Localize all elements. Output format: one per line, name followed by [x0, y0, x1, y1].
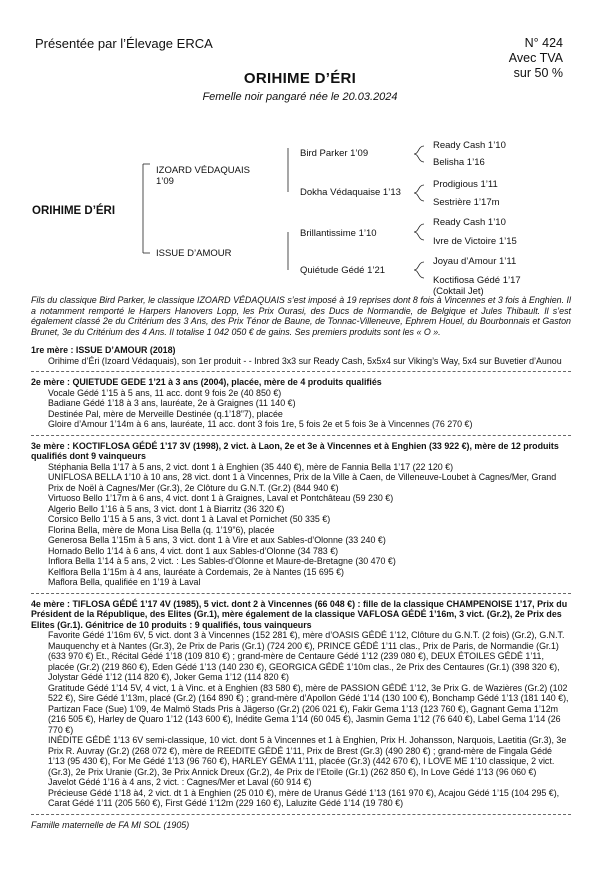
presenter-line: Présentée par l’Élevage ERCA	[35, 36, 213, 51]
separator	[31, 593, 571, 594]
pedigree-subject: ORIHIME D’ÉRI	[32, 205, 116, 217]
pedigree-ssd: Belisha 1’16	[433, 157, 485, 168]
pedigree-sds: Prodigious 1’11	[433, 179, 498, 190]
mare-title: 1re mère : ISSUE D’AMOUR (2018)	[31, 345, 176, 355]
produce-line: Corsico Bello 1’15 à 5 ans, 3 vict. dont 1 à Laval et Pornichet (50 335 €)	[48, 514, 331, 524]
produce-line: Gloire d’Amour 1’14m à 6 ans, lauréate, 11 acc. dont 3 fois 1re, 5 fois 2e et 5 fois 3e à Vincennes (76 270 €)	[48, 419, 473, 429]
produce-line: Badiane Gédé 1’18 à 3 ans, lauréate, 2e à Graignes (11 140 €)	[48, 398, 296, 408]
pedigree-sire-sire: Bird Parker 1’09	[300, 148, 369, 159]
pedigree-dam-dam: Quiétude Gédé 1’21	[300, 265, 386, 276]
produce-line: Orihime d’Éri (Izoard Védaquais), son 1er produit - - Inbred 3x3 sur Ready Cash, 5x5x4 sur Viking’s Way, 5x4 sur Buvetier d’Aunou	[48, 355, 562, 366]
separator	[31, 371, 571, 372]
produce-line: Vocale Gédé 1’15 à 5 ans, 11 acc. dont 9 fois 2e (40 850 €)	[48, 387, 282, 398]
pedigree-dss: Ready Cash 1’10	[433, 217, 506, 228]
maternal-family: Famille maternelle de FA MI SOL (1905)	[31, 819, 190, 830]
lot-number: N° 424	[524, 36, 563, 50]
pedigree-dds: Joyau d’Amour 1’11	[433, 256, 517, 267]
pedigree-sire-dam: Dokha Védaquaise 1’13	[300, 187, 401, 198]
pedigree-dsd: Ivre de Victoire 1’15	[433, 236, 517, 247]
produce-line: Virtuoso Bello 1’17m à 6 ans, 4 vict. dont 1 à Graignes, Laval et Pontchâteau (59 230 €)	[48, 493, 394, 503]
mare-4	[31, 599, 571, 809]
pedigree-sss: Ready Cash 1’10	[433, 140, 506, 151]
produce-line: Kelflora Bella 1’15m à 4 ans, lauréate à Cordemais, 2e à Nantes (15 695 €)	[48, 566, 345, 577]
produce-line: Favorite Gédé 1’16m 6V, 5 vict. dont 3 à Vincennes (152 281 €), mère d’OASIS GÉDÉ 1’12, Clôture du G.N.T. (2 fois) (Gr.2), G.N.T. Mauquenchy et à Nantes (Gr.3), 2e Prix de Paris (Gr.1) (724 200 €), PRINCE GÉDÉ 1’11 clas., Prix de Paris, de Normandie (Gr.1) (633 970 €) Et., Récital Gédé 1’18 (109 810 €) ; grand-mère de Centaure Gédé 1’12 (239 080 €), DEUX ÉTOILES GÉDÉ 1’11, placée (Gr.2) (219 860 €), Eden Gédé 1’13 (140 230 €), GEORGICA GÉDÉ 1’10m clas., 2e Prix des Centaures (Gr.1) (398 320 €), Jolystar Gédé 1’12 (114 820 €), Joker Gema 1’12 (114 820 €)	[48, 630, 565, 682]
produce-line: Javelot Gédé 1’16 à 4 ans, 2 vict. : Cagnes/Mer et Laval (60 914 €)	[48, 777, 312, 787]
produce-line: Gratitude Gédé 1’14 5V, 4 vict, 1 à Vinc. et à Enghien (83 580 €), mère de PASSION GÉDÉ 1’12, 3e Prix G. de Wazières (Gr.2) (102 522 €), Sire Gédé 1’13m, placé (Gr.2) (164 890 €) ; grand-mère d’Apollon Gédé 1’14 (130 100 €), Bonchamp Gédé 1’13 (181 140 €), Partizan Face (Sue) 1’09, 4e Malmö Stads Pris à Jägerso (Gr.2) (206 021 €), Fakir Gema 1’13 (123 760 €), Gagnant Gema 1’12m (216 505 €), Harley de Quaro 1’12 (143 600 €), Inédite Gema 1’14 (60 045 €), Jasmin Gema 1’12 (76 640 €), Label Gema 1’14 (26 770 €)	[48, 682, 569, 735]
mare-title: 3e mère : KOCTIFLOSA GÉDÉ 1’17 3V (1998), 2 vict. à Laon, 2e et 3e à Vincennes et à Enghien (33 922 €), mère de 12 produits qualifiés dont 9 vainqueurs	[31, 440, 559, 461]
catalogue-text	[31, 295, 571, 830]
produce-line: Hornado Bello 1’14 à 6 ans, 4 vict. dont 1 aux Sables-d’Olonne (34 783 €)	[48, 545, 339, 556]
mare-title: 2e mère : QUIETUDE GEDE 1’21 à 3 ans (2004), placée, mère de 4 produits qualifiés	[31, 377, 382, 387]
pedigree-sdd: Sestrière 1’17m	[433, 197, 500, 208]
produce-line: Generosa Bella 1’15m à 5 ans, 3 vict. dont 1 à Vire et aux Sables-d’Olonne (33 240 €)	[48, 535, 386, 545]
produce-line: INÉDITE GÉDÉ 1’13 6V semi-classique, 10 vict. dont 5 à Vincennes et 1 à Enghien, Prix H. Johansson, Narquois, Laetitia (Gr.3), 3e Prix R. Auvray (Gr.2) (268 072 €), mère de REEDITE GÉDÉ 1’11, Prix de Brest (Gr.3) (490 280 €) ; grand-mère de Fingala Gédé 1’13 (95 430 €), For Me Gédé 1’13 (96 760 €), HARLEY GÉMA 1’11, placée (Gr.3) (442 670 €), I LOVE ME 1’10 classique, 2 vict. (Gr.3), 2e Prix Uranie (Gr.2), 3e Prix Annick Dreux (Gr.2), 4e Prix de l’Etoile (Gr.1) (262 850 €), In Love Gédé 1’13 (96 060 €)	[48, 735, 567, 777]
pedigree-dam: ISSUE D’AMOUR	[156, 248, 232, 259]
mare-title: 4e mère : TIFLOSA GÉDÉ 1’17 4V (1985), 5 vict. dont 2 à Vincennes (66 048 €) : fille de la classique CHAMPENOISE 1’17, Prix du Président de la République, des Elites (Gr.1), mère également de la classique VAFLOSA GÉDÉ 1’16m, 3 vict. (Gr.2), 2e Prix des Elites (Gr.1). Génitrice de 10 produits : 9 qualifiés, tous vainqueurs	[31, 598, 568, 630]
sire-intro: Fils du classique Bird Parker, le classique IZOARD VÉDAQUAIS s’est imposé à 19 reprises dont 8 fois à Vincennes et 3 fois à Enghien. Il a notamment remporté le Harpers Hanovers Lopp, les Prix Ourasi, des Ducs de Normandie, de Belgique et Jules Thibault. Il s’est également classé 2e du Critérium des 3 Ans, des Prix Ténor de Baune, de Tonnac-Villeneuve, Ephrem Houel, du Bourbonnais et Gaston Brunet, 3e du Critérium des 4 Ans. Il totalise 1 042 050 € de gains. Ses premiers produits sont les « O ».	[31, 295, 571, 337]
pedigree-dam-sire: Brillantissime 1’10	[300, 228, 377, 239]
vat-rate: sur 50 %	[513, 66, 563, 80]
produce-line: Algerio Bello 1’16 à 5 ans, 3 vict. dont 1 à Biarritz (36 320 €)	[48, 503, 285, 514]
produce-line: Stéphania Bella 1’17 à 5 ans, 2 vict. dont 1 à Enghien (35 440 €), mère de Fannia Bella 1’17 (22 120 €)	[48, 461, 454, 472]
separator	[31, 814, 571, 815]
produce-line: Précieuse Gédé 1’18 à4, 2 vict. dt 1 à Enghien (25 010 €), mère de Uranus Gédé 1’13 (161 970 €), Acajou Gédé 1’15 (104 295 €), Carat Gédé 1’11 (205 560 €), First Gédé 1’12m (229 160 €), Laluzite Gédé 1’14 (19 780 €)	[48, 787, 560, 808]
mare-2	[31, 377, 571, 430]
produce-line: Maflora Bella, qualifiée en 1’19 à Laval	[48, 577, 201, 587]
produce-line: UNIFLOSA BELLA 1’10 à 10 ans, 28 vict. dont 1 à Vincennes, Prix de la Ville à Caen, de Villeneuve-Loubet à Cagnes/Mer, Grand Prix de Noël à Cagnes/Mer (Gr.3), 2e Clôture du G.N.T. (Gr.2) (844 940 €)	[48, 472, 557, 493]
tva-label: Avec TVA	[508, 51, 563, 65]
horse-name: ORIHIME D’ÉRI	[243, 70, 357, 87]
produce-line: Florina Bella, mère de Mona Lisa Bella (q. 1’19”6), placée	[48, 524, 275, 535]
produce-line: Destinée Pal, mère de Merveille Destinée (q.1’18”7), placée	[48, 408, 283, 419]
produce-line: Inflora Bella 1’14 à 5 ans, 2 vict. : Les Sables-d’Olonne et Maure-de-Bretagne (30 470 €)	[48, 556, 396, 566]
pedigree-sire: IZOARD VÉDAQUAIS 1’09	[156, 165, 250, 187]
pedigree-ddd: Koctifiosa Gédé 1’17 (Coktail Jet)	[433, 275, 521, 297]
mare-3	[31, 441, 571, 588]
horse-subtitle: Femelle noir pangaré née le 20.03.2024	[202, 91, 398, 103]
mare-1	[31, 345, 571, 366]
separator	[31, 435, 571, 436]
